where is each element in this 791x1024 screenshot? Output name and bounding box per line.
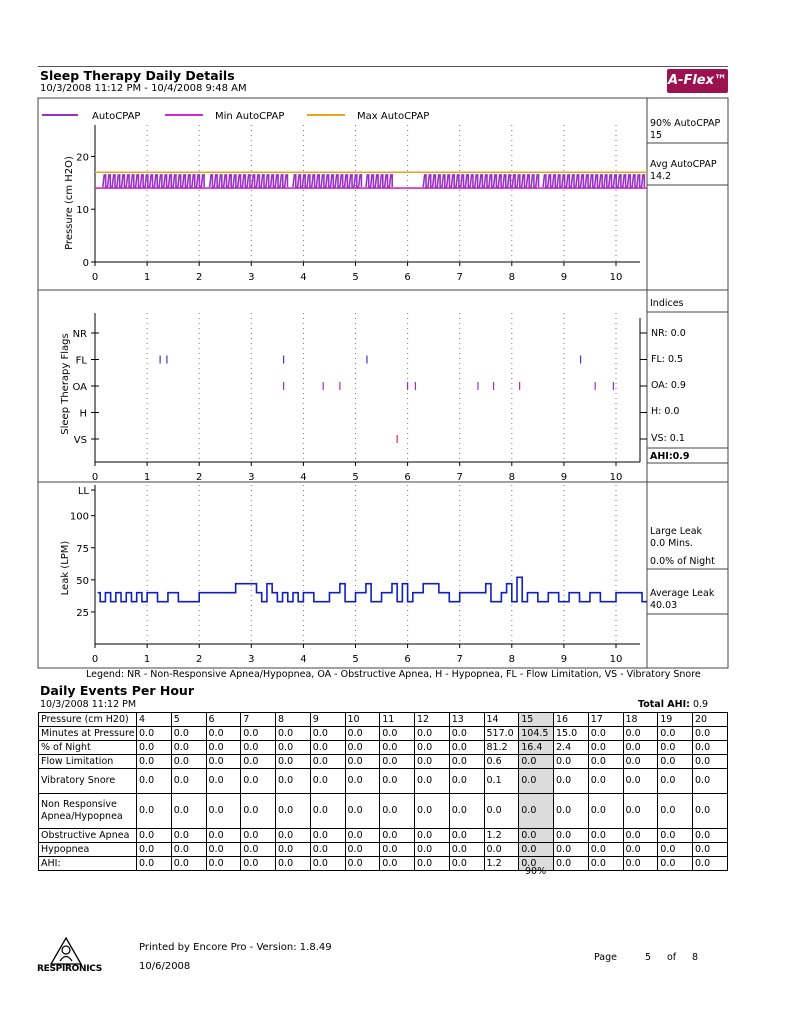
events-cell: 2.4 [554, 741, 589, 755]
events-cell: 0.0 [554, 755, 589, 769]
large-leak-pct: 0.0% of Night [650, 556, 715, 567]
x-tick-label-leak: 6 [404, 654, 411, 665]
legend-text: Legend: NR - Non-Responsive Apnea/Hypopnea, OA - Obstructive Apnea, H - Hypopnea, FL - Flow Limitation, VS - Vibratory Snore [86, 669, 701, 680]
x-tick-label-leak: 0 [91, 654, 99, 665]
events-date: 10/3/2008 11:12 PM [40, 699, 137, 710]
events-cell: 0.0 [588, 727, 623, 741]
autocpap-segment [210, 175, 288, 187]
autocpap-segment [293, 175, 361, 187]
x-tick-label-pressure: 2 [196, 272, 203, 283]
pressure-y-tick-label: 10 [76, 205, 89, 217]
events-row [39, 727, 728, 741]
events-cell: 0.0 [415, 794, 450, 829]
page-total: 8 [692, 952, 699, 963]
events-cell: 0.0 [137, 769, 172, 794]
events-cell: 0.0 [623, 857, 658, 871]
events-cell: 0.0 [345, 755, 380, 769]
events-cell: 0.0 [658, 755, 693, 769]
events-cell: 0.0 [623, 829, 658, 843]
events-cell: 0.0 [415, 857, 450, 871]
total-ahi [638, 699, 708, 710]
events-cell: 0.0 [693, 741, 728, 755]
print-date: 10/6/2008 [139, 961, 191, 972]
events-cell: 16.4 [519, 741, 554, 755]
events-table [38, 712, 728, 871]
index-ahi: AHI:0.9 [650, 451, 690, 462]
events-cell: 0.0 [276, 829, 311, 843]
events-cell: 0.0 [658, 843, 693, 857]
autocpap-segment [366, 175, 392, 187]
events-cell: 0.0 [658, 769, 693, 794]
events-cell: 0.0 [519, 857, 554, 871]
events-cell: 0.0 [137, 829, 172, 843]
index-vs: VS: 0.1 [651, 433, 685, 444]
events-cell: 0.0 [588, 755, 623, 769]
events-cell: 0.0 [554, 843, 589, 857]
events-cell: 0.0 [276, 727, 311, 741]
events-cell: 0.0 [380, 857, 415, 871]
events-row [39, 843, 728, 857]
events-cell: 0.0 [276, 741, 311, 755]
page-label: Page [594, 952, 617, 963]
events-row-header: Flow Limitation [39, 755, 137, 769]
events-cell: 5 [171, 713, 206, 727]
plot-layer [70, 125, 647, 665]
events-cell: 0.0 [206, 829, 241, 843]
events-cell: 1.2 [484, 857, 519, 871]
events-row [39, 829, 728, 843]
events-cell: 0.6 [484, 755, 519, 769]
events-row-header: AHI: [39, 857, 137, 871]
events-cell: 0.0 [623, 794, 658, 829]
events-cell: 1.2 [484, 829, 519, 843]
flag-category-label: OA [72, 382, 87, 393]
events-cell: 19 [658, 713, 693, 727]
events-cell: 0.0 [380, 741, 415, 755]
events-cell: 7 [241, 713, 276, 727]
x-tick-label-flags: 8 [508, 472, 515, 483]
events-cell: 0.0 [519, 829, 554, 843]
x-tick-label-flags: 0 [91, 472, 99, 483]
events-cell: 0.0 [276, 843, 311, 857]
events-cell: 0.0 [449, 769, 484, 794]
events-cell: 0.0 [276, 769, 311, 794]
events-cell: 0.0 [588, 857, 623, 871]
events-cell: 0.0 [658, 741, 693, 755]
leak-y-tick-label: 75 [76, 543, 89, 555]
index-nr: NR: 0.0 [651, 328, 686, 339]
events-row [39, 769, 728, 794]
events-cell: 0.0 [623, 843, 658, 857]
x-tick-label-pressure: 7 [456, 272, 463, 283]
events-cell: 4 [137, 713, 172, 727]
events-cell: 0.0 [310, 769, 345, 794]
events-cell: 0.0 [415, 741, 450, 755]
pct90-marker: 90% [525, 866, 547, 877]
events-cell: 0.0 [623, 741, 658, 755]
events-cell: 0.0 [415, 843, 450, 857]
pressure-y-tick-label: 20 [76, 152, 89, 164]
events-row [39, 857, 728, 871]
date-range: 10/3/2008 11:12 PM - 10/4/2008 9:48 AM [40, 83, 247, 94]
x-tick-label-pressure: 0 [91, 272, 99, 283]
events-cell: 0.0 [554, 794, 589, 829]
index-h: H: 0.0 [651, 406, 680, 417]
events-cell: 0.0 [519, 769, 554, 794]
events-cell: 0.0 [380, 829, 415, 843]
large-leak-label: Large Leak [650, 526, 703, 537]
events-cell: 0.0 [137, 857, 172, 871]
events-cell: 0.0 [693, 769, 728, 794]
events-cell: 0.0 [693, 755, 728, 769]
events-row-header: Non Responsive Apnea/Hypopnea [39, 794, 137, 829]
events-cell: 0.0 [241, 857, 276, 871]
events-cell: 0.0 [380, 769, 415, 794]
leak-y-tick-label: 50 [76, 575, 89, 587]
events-cell: 15 [519, 713, 554, 727]
autocpap-segment [543, 175, 644, 187]
events-cell: 0.0 [554, 857, 589, 871]
events-cell: 0.0 [171, 829, 206, 843]
pressure-legend [42, 111, 429, 122]
total-ahi-value: 0.9 [692, 699, 709, 710]
events-cell: 0.0 [137, 741, 172, 755]
events-cell: 0.0 [171, 755, 206, 769]
events-cell: 0.0 [415, 829, 450, 843]
leak-y-tick-label: 100 [69, 511, 89, 523]
events-cell: 0.0 [276, 755, 311, 769]
events-cell: 0.0 [588, 843, 623, 857]
events-cell: 0.0 [241, 727, 276, 741]
flags-axis-title: Sleep Therapy Flags [60, 333, 71, 435]
events-cell: 0.0 [380, 727, 415, 741]
events-row [39, 755, 728, 769]
events-cell: 10 [345, 713, 380, 727]
pct90-label: 90% AutoCPAP [650, 118, 721, 129]
x-tick-label-flags: 6 [404, 472, 411, 483]
events-cell: 0.0 [519, 755, 554, 769]
events-cell: 0.0 [241, 755, 276, 769]
events-cell: 0.0 [693, 794, 728, 829]
events-cell: 0.0 [380, 794, 415, 829]
events-cell: 0.0 [415, 755, 450, 769]
x-tick-label-pressure: 4 [300, 272, 307, 283]
events-cell: 9 [310, 713, 345, 727]
events-row-header: % of Night [39, 741, 137, 755]
events-cell: 0.0 [449, 843, 484, 857]
events-cell: 0.0 [310, 829, 345, 843]
events-cell: 0.0 [519, 794, 554, 829]
events-cell: 12 [415, 713, 450, 727]
avg-autocpap-value: 14.2 [650, 171, 672, 182]
events-cell: 0.0 [206, 843, 241, 857]
events-cell: 11 [380, 713, 415, 727]
events-cell: 18 [623, 713, 658, 727]
pct90-value: 15 [650, 130, 663, 141]
total-ahi-label: Total AHI: [638, 699, 690, 710]
autocpap-segment [103, 175, 204, 187]
autocpap-segment [423, 175, 538, 187]
events-cell: 0.0 [345, 794, 380, 829]
x-tick-label-leak: 3 [248, 654, 255, 665]
events-cell: 0.0 [519, 843, 554, 857]
events-cell: 0.0 [241, 741, 276, 755]
events-cell: 0.0 [137, 794, 172, 829]
x-tick-label-flags: 10 [609, 472, 623, 483]
events-cell: 0.0 [310, 857, 345, 871]
x-tick-label-leak: 2 [196, 654, 203, 665]
events-cell: 0.0 [449, 741, 484, 755]
x-tick-label-leak: 5 [352, 654, 359, 665]
flag-category-label: VS [73, 435, 87, 446]
x-tick-label-flags: 3 [248, 472, 255, 483]
events-cell: 0.0 [137, 727, 172, 741]
events-cell: 0.0 [449, 794, 484, 829]
x-tick-label-leak: 8 [508, 654, 515, 665]
legend-min-label: Min AutoCPAP [215, 111, 285, 122]
of-label: of [667, 952, 677, 963]
events-cell: 0.0 [206, 794, 241, 829]
x-tick-label-flags: 4 [300, 472, 307, 483]
events-row-header: Obstructive Apnea [39, 829, 137, 843]
index-fl: FL: 0.5 [651, 354, 684, 365]
events-cell: 0.0 [276, 857, 311, 871]
leak-line [98, 577, 648, 601]
x-tick-label-pressure: 5 [352, 272, 359, 283]
leak-y-tick-label: 25 [76, 607, 89, 619]
company-name: RESPIRONICS [37, 964, 102, 974]
events-cell: 0.0 [206, 741, 241, 755]
events-cell: 0.0 [623, 769, 658, 794]
events-cell: 0.0 [206, 857, 241, 871]
events-cell: 0.0 [345, 741, 380, 755]
events-cell: 0.0 [658, 794, 693, 829]
indices-label: Indices [650, 298, 684, 309]
events-cell: 0.0 [171, 794, 206, 829]
events-cell: 14 [484, 713, 519, 727]
events-cell: 6 [206, 713, 241, 727]
events-cell: 0.0 [693, 843, 728, 857]
events-row [39, 713, 728, 727]
x-tick-label-flags: 5 [352, 472, 359, 483]
events-cell: 0.0 [554, 769, 589, 794]
events-cell: 17 [588, 713, 623, 727]
flag-category-label: FL [75, 355, 87, 367]
events-cell: 0.0 [484, 843, 519, 857]
x-tick-label-pressure: 3 [248, 272, 255, 283]
events-cell: 0.0 [658, 829, 693, 843]
pressure-axis-title: Pressure (cm H2O) [64, 156, 75, 250]
events-row [39, 794, 728, 829]
events-cell: 0.0 [276, 794, 311, 829]
events-cell: 0.0 [310, 794, 345, 829]
events-cell: 0.0 [693, 857, 728, 871]
events-cell: 0.0 [171, 843, 206, 857]
x-tick-label-flags: 1 [143, 472, 151, 483]
x-tick-label-pressure: 9 [560, 272, 568, 283]
events-cell: 0.0 [345, 769, 380, 794]
events-cell: 0.0 [206, 769, 241, 794]
printed-by: Printed by Encore Pro - Version: 1.8.49 [139, 942, 332, 953]
x-tick-label-leak: 4 [300, 654, 307, 665]
events-cell: 0.0 [241, 769, 276, 794]
events-cell: 0.0 [171, 769, 206, 794]
events-cell: 104.5 [519, 727, 554, 741]
x-tick-label-leak: 1 [143, 654, 151, 665]
events-title: Daily Events Per Hour [40, 683, 194, 698]
events-cell: 0.0 [588, 829, 623, 843]
page-title: Sleep Therapy Daily Details [40, 68, 235, 83]
leak-axis-title: Leak (LPM) [60, 540, 71, 596]
flag-category-label: NR [72, 329, 87, 340]
events-cell: 517.0 [484, 727, 519, 741]
events-cell: 0.0 [449, 829, 484, 843]
x-tick-label-flags: 9 [560, 472, 568, 483]
large-leak-mins: 0.0 Mins. [650, 538, 693, 549]
events-row-header: Vibratory Snore [39, 769, 137, 794]
events-cell: 0.0 [137, 843, 172, 857]
events-row-header: Hypopnea [39, 843, 137, 857]
x-tick-label-pressure: 8 [508, 272, 515, 283]
events-cell: 0.0 [171, 857, 206, 871]
events-cell: 0.0 [554, 829, 589, 843]
respironics-logo-icon [48, 936, 84, 966]
events-row-header: Pressure (cm H20) [39, 713, 137, 727]
avg-leak-label: Average Leak [650, 588, 715, 599]
x-tick-label-pressure: 1 [143, 272, 151, 283]
page-number: 5 [645, 952, 652, 963]
events-cell: 0.0 [345, 857, 380, 871]
legend-max-label: Max AutoCPAP [357, 111, 430, 122]
x-tick-label-pressure: 10 [609, 272, 623, 283]
events-cell: 0.0 [449, 755, 484, 769]
events-cell: 15.0 [554, 727, 589, 741]
events-cell: 81.2 [484, 741, 519, 755]
events-cell: 0.0 [171, 727, 206, 741]
events-cell: 13 [449, 713, 484, 727]
events-cell: 0.0 [380, 843, 415, 857]
events-cell: 0.0 [137, 755, 172, 769]
x-tick-label-leak: 10 [609, 654, 623, 665]
events-cell: 0.0 [449, 727, 484, 741]
events-cell: 0.0 [241, 829, 276, 843]
events-cell: 0.0 [345, 843, 380, 857]
events-cell: 0.0 [415, 727, 450, 741]
x-tick-label-flags: 2 [196, 472, 203, 483]
x-tick-label-flags: 7 [456, 472, 463, 483]
events-cell: 0.0 [658, 727, 693, 741]
events-cell: 0.0 [310, 755, 345, 769]
events-row-header: Minutes at Pressure [39, 727, 137, 741]
events-cell: 0.0 [171, 741, 206, 755]
events-cell: 0.0 [693, 829, 728, 843]
events-cell: 0.0 [693, 727, 728, 741]
events-cell: 8 [276, 713, 311, 727]
aflex-logo: A-Flex™ [667, 69, 728, 93]
events-cell: 0.0 [345, 829, 380, 843]
legend-autocpap-label: AutoCPAP [92, 111, 141, 122]
events-cell: 0.0 [449, 857, 484, 871]
events-cell: 0.0 [658, 857, 693, 871]
events-cell: 0.0 [241, 843, 276, 857]
pressure-y-tick-label: 0 [82, 258, 89, 269]
events-row [39, 741, 728, 755]
x-tick-label-pressure: 6 [404, 272, 411, 283]
events-cell: 16 [554, 713, 589, 727]
x-tick-label-leak: 7 [456, 654, 463, 665]
avg-leak-value: 40.03 [650, 600, 678, 611]
events-cell: 0.0 [380, 755, 415, 769]
events-cell: 0.0 [484, 794, 519, 829]
events-cell: 0.1 [484, 769, 519, 794]
events-cell: 0.0 [206, 755, 241, 769]
leak-y-tick-label: LL [77, 486, 89, 497]
events-cell: 0.0 [623, 727, 658, 741]
events-cell: 0.0 [623, 755, 658, 769]
events-cell: 0.0 [588, 794, 623, 829]
events-cell: 0.0 [310, 843, 345, 857]
avg-autocpap-label: Avg AutoCPAP [650, 159, 717, 170]
events-cell: 0.0 [345, 727, 380, 741]
x-tick-label-leak: 9 [560, 654, 568, 665]
index-oa: OA: 0.9 [651, 380, 686, 391]
events-cell: 0.0 [588, 741, 623, 755]
events-cell: 0.0 [310, 727, 345, 741]
events-cell: 0.0 [241, 794, 276, 829]
flag-category-label: H [79, 408, 87, 420]
events-cell: 0.0 [415, 769, 450, 794]
events-cell: 20 [693, 713, 728, 727]
events-cell: 0.0 [206, 727, 241, 741]
events-cell: 0.0 [588, 769, 623, 794]
events-cell: 0.0 [310, 741, 345, 755]
